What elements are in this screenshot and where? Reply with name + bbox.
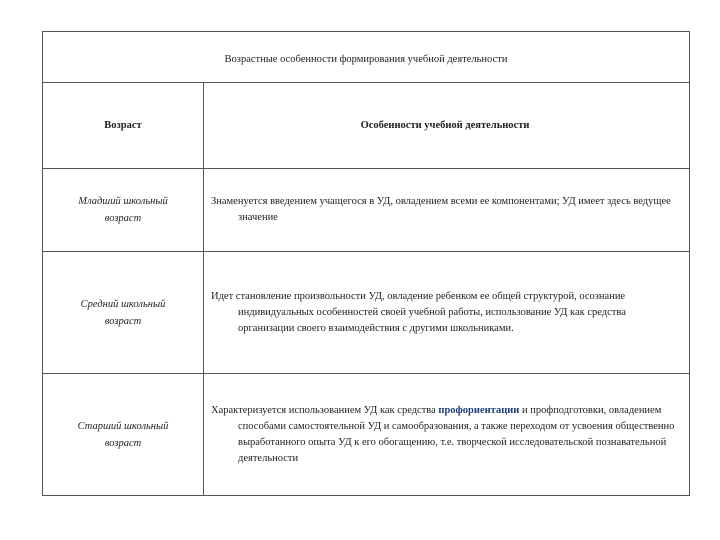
features-cell [204, 169, 689, 251]
features-cell [204, 374, 689, 495]
age-label-line1: Младший школьный [78, 196, 168, 207]
features-text-start: Характеризуется использованием УД как средства [211, 404, 436, 416]
table-header-row [43, 83, 689, 169]
age-cell [43, 252, 204, 373]
age-label-line1: Старший школьный [77, 420, 169, 432]
table-row [43, 374, 689, 495]
age-label-line2: возраст [104, 437, 142, 449]
table-row [43, 169, 689, 252]
features-cell [204, 252, 689, 373]
profession-link[interactable]: профориентации [438, 404, 520, 416]
header-age: Возраст [43, 83, 204, 168]
features-text: Знаменуется введением учащегося в УД, овладением всеми ее компонентами; УД имеет здесь ведущее значение [211, 196, 671, 223]
features-text [211, 403, 679, 467]
table-title: Возрастные особенности формирования учебной деятельности [43, 32, 689, 83]
age-cell [43, 169, 204, 251]
table-row [43, 252, 689, 374]
age-label-line2: возраст [104, 315, 142, 327]
header-features: Особенности учебной деятельности [360, 119, 530, 131]
age-label-line2: возраст [104, 213, 142, 224]
features-text-end: и профподготовки, овладением способами самостоятельной УД и самообразования, а также переходом от усвоения общественно выработанного опыта УД к его обогащению, т.е. творческой исследовательской познавательной деятельности [238, 404, 675, 464]
age-label-line1: Средний школьный [80, 298, 166, 310]
features-table [42, 31, 690, 496]
features-text: Идет становление произвольности УД, овладение ребенком ее общей структурой, осознание индивидуальных особенностей своей учебной работы, использование УД как средства организации своего взаимодействия с другими школьниками. [211, 290, 626, 334]
age-cell [43, 374, 204, 495]
